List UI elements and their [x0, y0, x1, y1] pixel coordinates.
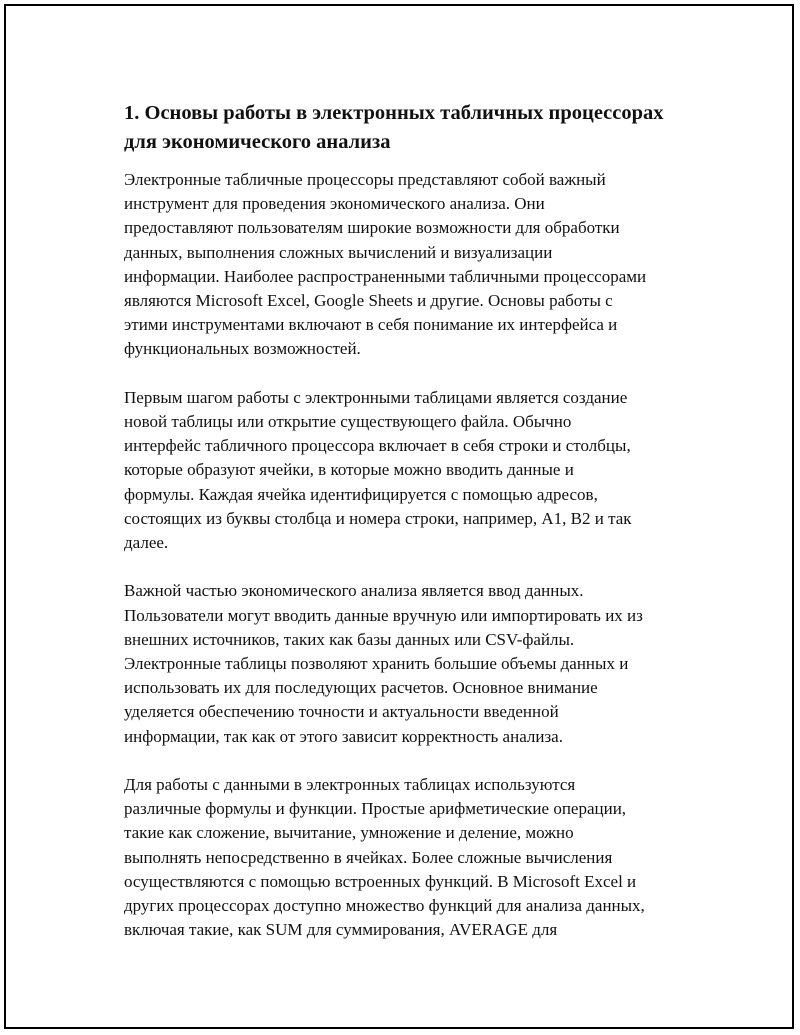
paragraph	[124, 386, 724, 555]
paragraph	[124, 168, 724, 362]
text-line: данных, выполнения сложных вычислений и визуализации	[124, 242, 553, 262]
text-line: новой таблицы или открытие существующего файла. Обычно	[124, 412, 572, 432]
text-line: внешних источников, таких как базы данных или CSV-файлы.	[124, 629, 575, 649]
text-line: осуществляются с помощью встроенных функций. В Microsoft Excel и	[124, 871, 637, 891]
text-line: информации, так как от этого зависит корректность анализа.	[124, 726, 563, 746]
text-line: Важной частью экономического анализа является ввод данных.	[124, 581, 584, 601]
text-line: являются Microsoft Excel, Google Sheets и другие. Основы работы с	[124, 291, 613, 311]
text-line: Пользователи могут вводить данные вручную или импортировать их из	[124, 605, 643, 625]
text-line: функциональных возможностей.	[124, 339, 361, 359]
text-line: Электронные таблицы позволяют хранить большие объемы данных и	[124, 654, 629, 674]
paragraph	[124, 773, 724, 942]
text-line: далее.	[124, 533, 169, 553]
text-line: формулы. Каждая ячейка идентифицируется с помощью адресов,	[124, 484, 598, 504]
text-line: различные формулы и функции. Простые арифметические операции,	[124, 799, 627, 819]
text-line: включая такие, как SUM для суммирования, AVERAGE для	[124, 920, 558, 940]
heading-line: 1. Основы работы в электронных табличных процессорах	[124, 102, 664, 124]
paragraph-gap	[124, 749, 724, 773]
paragraph	[124, 579, 724, 748]
text-line: Для работы с данными в электронных таблицах используются	[124, 775, 576, 795]
text-line: предоставляют пользователям широкие возможности для обработки	[124, 218, 620, 238]
text-line: инструмент для проведения экономического анализа. Они	[124, 194, 545, 214]
text-line: такие как сложение, вычитание, умножение и деление, можно	[124, 823, 574, 843]
text-line: выполнять непосредственно в ячейках. Более сложные вычисления	[124, 847, 613, 867]
text-line: уделяется обеспечению точности и актуальности введенной	[124, 702, 559, 722]
paragraph-gap	[124, 362, 724, 386]
heading-line: для экономического анализа	[124, 131, 391, 153]
document-content	[124, 99, 724, 942]
body-text	[124, 168, 724, 942]
text-line: использовать их для последующих расчетов. Основное внимание	[124, 678, 598, 698]
text-line: этими инструментами включают в себя понимание их интерфейса и	[124, 315, 618, 335]
text-line: которые образуют ячейки, в которые можно вводить данные и	[124, 460, 574, 480]
page-frame	[4, 4, 794, 1029]
text-line: состоящих из буквы столбца и номера строки, например, A1, B2 и так	[124, 508, 632, 528]
text-line: Электронные табличные процессоры представляют собой важный	[124, 170, 606, 189]
text-line: интерфейс табличного процессора включает в себя строки и столбцы,	[124, 436, 631, 456]
text-line: информации. Наиболее распространенными табличными процессорами	[124, 266, 647, 286]
text-line: Первым шагом работы с электронными таблицами является создание	[124, 387, 628, 407]
section-heading	[124, 99, 724, 157]
text-line: других процессорах доступно множество функций для анализа данных,	[124, 896, 645, 916]
paragraph-gap	[124, 555, 724, 579]
